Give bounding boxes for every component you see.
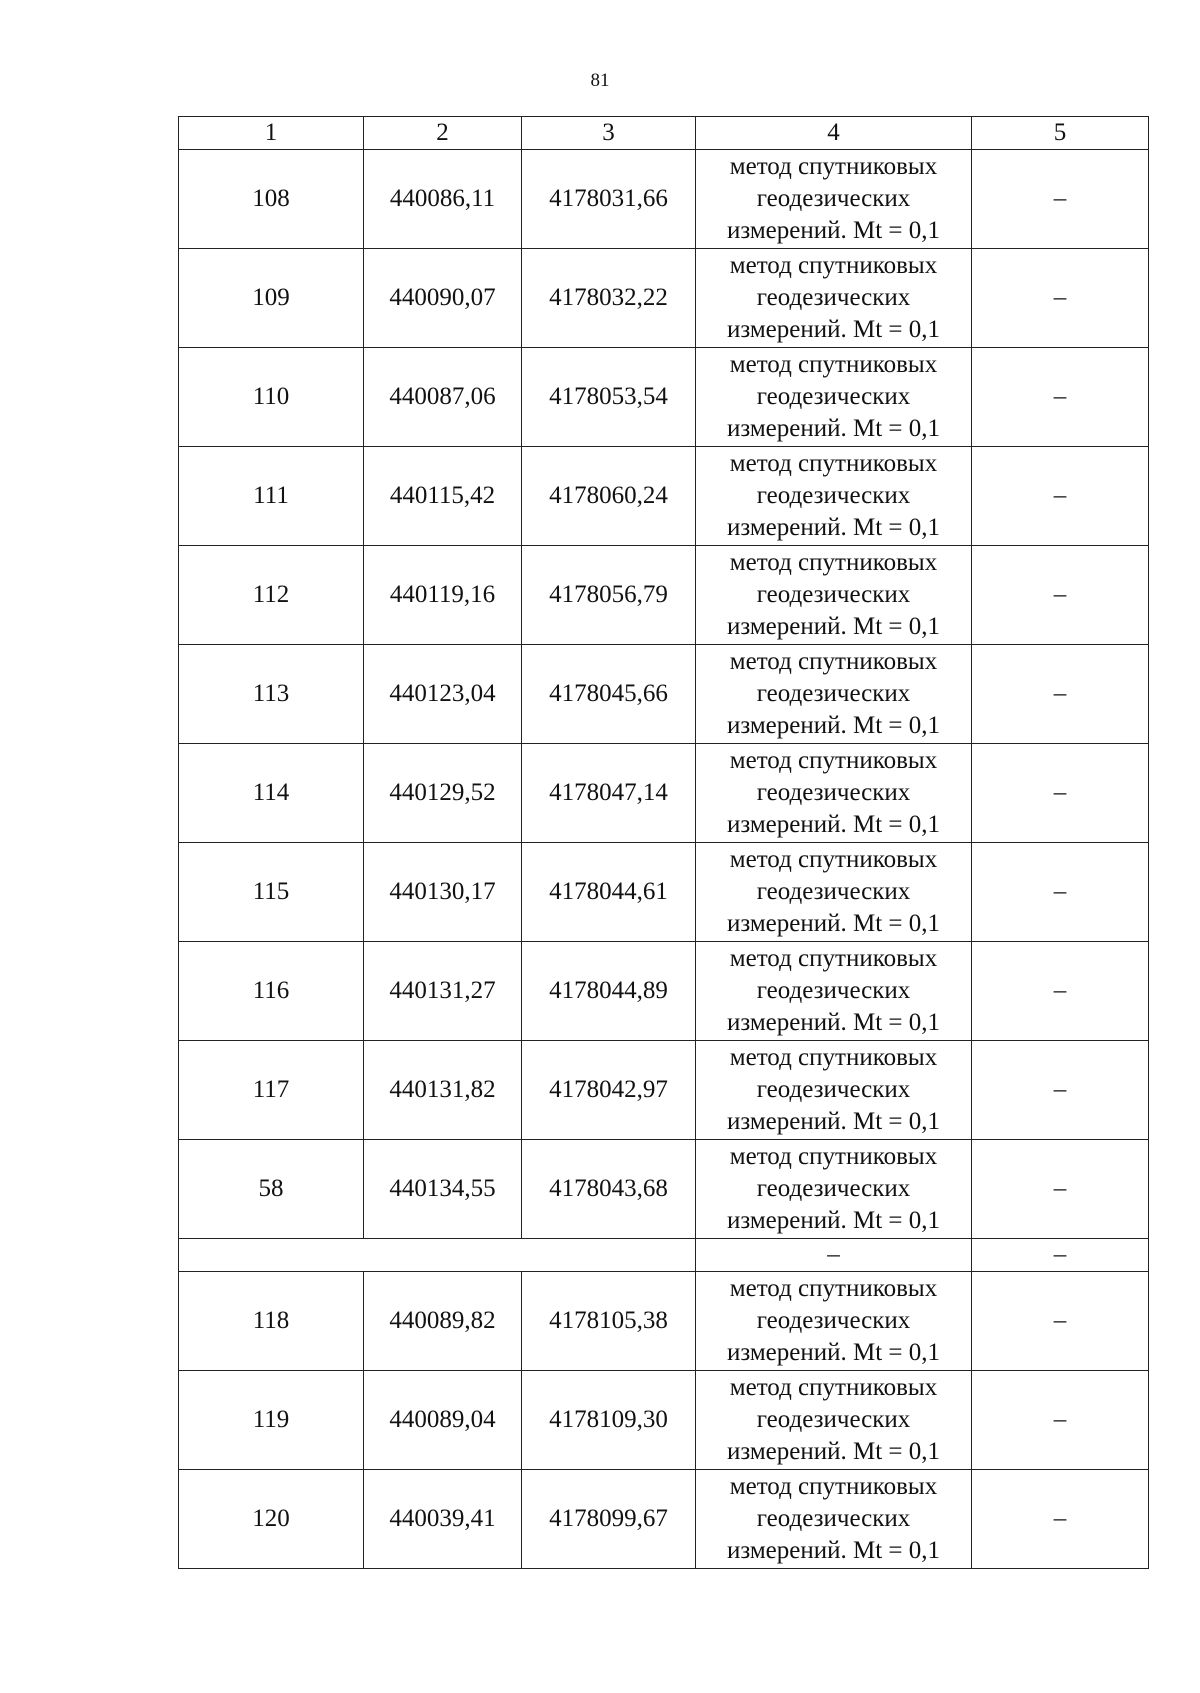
x-coordinate-cell: 440131,82 [364,1041,522,1140]
y-coordinate-cell: 4178109,30 [522,1371,696,1470]
x-coordinate-cell: 440129,52 [364,744,522,843]
note-cell: – [972,1140,1149,1239]
table-row [179,744,1149,843]
x-coordinate-cell: 440087,06 [364,348,522,447]
header-cell-4: 4 [696,117,972,150]
table-row [179,1041,1149,1140]
y-coordinate-cell: 4178031,66 [522,150,696,249]
y-coordinate-cell: 4178032,22 [522,249,696,348]
separator-note-cell: – [972,1239,1149,1272]
x-coordinate-cell: 440115,42 [364,447,522,546]
method-cell: метод спутниковых геодезических измерений. Mt = 0,1 [696,1272,972,1371]
point-number-cell: 58 [179,1140,364,1239]
table-body [179,117,1149,1569]
point-number-cell: 111 [179,447,364,546]
y-coordinate-cell: 4178053,54 [522,348,696,447]
method-cell: метод спутниковых геодезических измерений. Mt = 0,1 [696,1371,972,1470]
table-row [179,249,1149,348]
method-cell: метод спутниковых геодезических измерений. Mt = 0,1 [696,348,972,447]
note-cell: – [972,249,1149,348]
point-number-cell: 109 [179,249,364,348]
method-cell: метод спутниковых геодезических измерений. Mt = 0,1 [696,1041,972,1140]
point-number-cell: 120 [179,1470,364,1569]
header-cell-5: 5 [972,117,1149,150]
note-cell: – [972,348,1149,447]
x-coordinate-cell: 440123,04 [364,645,522,744]
point-number-cell: 118 [179,1272,364,1371]
header-row [179,117,1149,150]
page-number: 81 [590,70,610,91]
method-cell: метод спутниковых геодезических измерений. Mt = 0,1 [696,447,972,546]
header-cell-1: 1 [179,117,364,150]
x-coordinate-cell: 440134,55 [364,1140,522,1239]
table-row [179,447,1149,546]
point-number-cell: 115 [179,843,364,942]
x-coordinate-cell: 440131,27 [364,942,522,1041]
table-row [179,546,1149,645]
y-coordinate-cell: 4178045,66 [522,645,696,744]
point-number-cell: 112 [179,546,364,645]
note-cell: – [972,744,1149,843]
table-row [179,150,1149,249]
note-cell: – [972,1371,1149,1470]
note-cell: – [972,645,1149,744]
point-number-cell: 116 [179,942,364,1041]
x-coordinate-cell: 440089,04 [364,1371,522,1470]
point-number-cell: 117 [179,1041,364,1140]
header-cell-2: 2 [364,117,522,150]
note-cell: – [972,447,1149,546]
method-cell: метод спутниковых геодезических измерений. Mt = 0,1 [696,744,972,843]
table-row [179,348,1149,447]
note-cell: – [972,942,1149,1041]
y-coordinate-cell: 4178105,38 [522,1272,696,1371]
y-coordinate-cell: 4178044,61 [522,843,696,942]
x-coordinate-cell: 440089,82 [364,1272,522,1371]
x-coordinate-cell: 440090,07 [364,249,522,348]
coordinates-table [178,116,1149,1569]
table-row [179,843,1149,942]
method-cell: метод спутниковых геодезических измерений. Mt = 0,1 [696,843,972,942]
point-number-cell: 108 [179,150,364,249]
y-coordinate-cell: 4178056,79 [522,546,696,645]
note-cell: – [972,843,1149,942]
table-row [179,1371,1149,1470]
method-cell: метод спутниковых геодезических измерений. Mt = 0,1 [696,1140,972,1239]
point-number-cell: 113 [179,645,364,744]
point-number-cell: 114 [179,744,364,843]
method-cell: метод спутниковых геодезических измерений. Mt = 0,1 [696,249,972,348]
note-cell: – [972,546,1149,645]
y-coordinate-cell: 4178044,89 [522,942,696,1041]
point-number-cell: 119 [179,1371,364,1470]
x-coordinate-cell: 440119,16 [364,546,522,645]
x-coordinate-cell: 440086,11 [364,150,522,249]
method-cell: метод спутниковых геодезических измерений. Mt = 0,1 [696,150,972,249]
table-row [179,942,1149,1041]
x-coordinate-cell: 440039,41 [364,1470,522,1569]
method-cell: метод спутниковых геодезических измерений. Mt = 0,1 [696,1470,972,1569]
separator-row [179,1239,1149,1272]
x-coordinate-cell: 440130,17 [364,843,522,942]
y-coordinate-cell: 4178060,24 [522,447,696,546]
note-cell: – [972,150,1149,249]
header-cell-3: 3 [522,117,696,150]
table-row [179,1140,1149,1239]
separator-method-cell: – [696,1239,972,1272]
table-row [179,645,1149,744]
table-row [179,1272,1149,1371]
y-coordinate-cell: 4178043,68 [522,1140,696,1239]
point-number-cell: 110 [179,348,364,447]
y-coordinate-cell: 4178042,97 [522,1041,696,1140]
method-cell: метод спутниковых геодезических измерений. Mt = 0,1 [696,942,972,1041]
table-row [179,1470,1149,1569]
method-cell: метод спутниковых геодезических измерений. Mt = 0,1 [696,546,972,645]
y-coordinate-cell: 4178099,67 [522,1470,696,1569]
separator-blank-cell [179,1239,696,1272]
note-cell: – [972,1041,1149,1140]
note-cell: – [972,1272,1149,1371]
note-cell: – [972,1470,1149,1569]
method-cell: метод спутниковых геодезических измерений. Mt = 0,1 [696,645,972,744]
y-coordinate-cell: 4178047,14 [522,744,696,843]
